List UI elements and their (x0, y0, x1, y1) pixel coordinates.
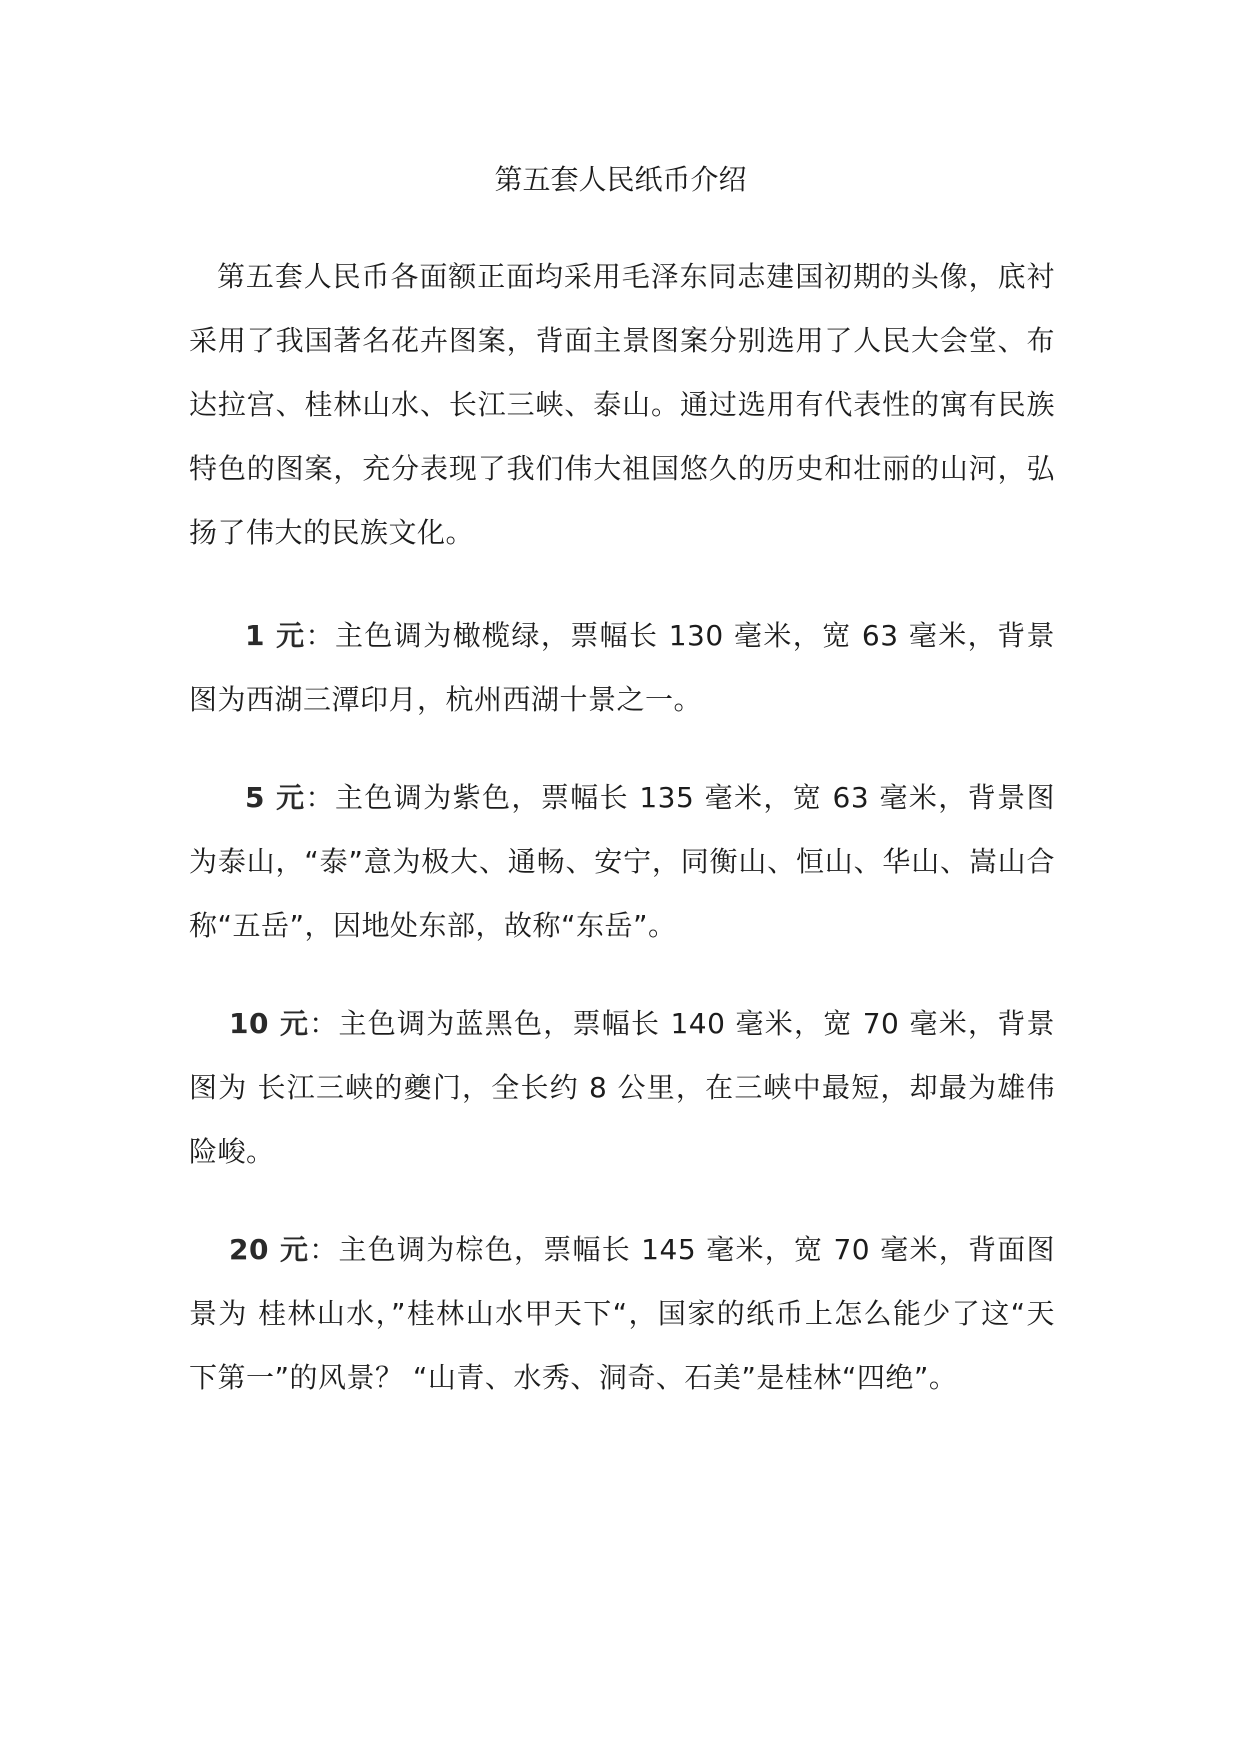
document-title: 第五套人民纸币介绍 (494, 163, 747, 196)
denomination-label: 20 元 (229, 1233, 310, 1266)
section-5-yuan (189, 766, 1055, 958)
section-text: 主色调为棕色，票幅长 145 毫米，宽 70 毫米，背面图景为 桂林山水，”桂林山水甲天下“，国家的纸币上怎么能少了这“天下第一”的风景？ “山青、水秀、洞奇、石美”是桂林“四绝”。 (189, 1233, 1055, 1394)
section-separator: ： (305, 781, 335, 814)
intro-paragraph: 第五套人民币各面额正面均采用毛泽东同志建国初期的头像，底衬采用了我国著名花卉图案，背面主景图案分别选用了人民大会堂、布达拉宫、桂林山水、长江三峡、泰山。通过选用有代表性的寓有民族特色的图案，充分表现了我们伟大祖国悠久的历史和壮丽的山河，弘扬了伟大的民族文化。 (189, 260, 1055, 549)
section-separator: ： (305, 619, 335, 652)
denomination-label: 10 元 (229, 1007, 310, 1040)
section-separator: ： (309, 1233, 339, 1266)
section-10-yuan (189, 992, 1055, 1184)
section-20-yuan (189, 1218, 1055, 1410)
denomination-label: 5 元 (245, 781, 306, 814)
section-text: 主色调为紫色，票幅长 135 毫米，宽 63 毫米，背景图为泰山，“泰”意为极大、通畅、安宁，同衡山、恒山、华山、嵩山合称“五岳”，因地处东部，故称“东岳”。 (189, 781, 1055, 942)
section-text: 主色调为橄榄绿，票幅长 130 毫米，宽 63 毫米，背景图为西湖三潭印月，杭州西湖十景之一。 (189, 619, 1055, 716)
section-1-yuan (189, 604, 1055, 732)
section-text: 主色调为蓝黑色，票幅长 140 毫米，宽 70 毫米，背景图为 长江三峡的夔门，全长约 8 公里，在三峡中最短，却最为雄伟险峻。 (189, 1007, 1055, 1168)
section-separator: ： (309, 1007, 339, 1040)
denomination-label: 1 元 (245, 619, 306, 652)
